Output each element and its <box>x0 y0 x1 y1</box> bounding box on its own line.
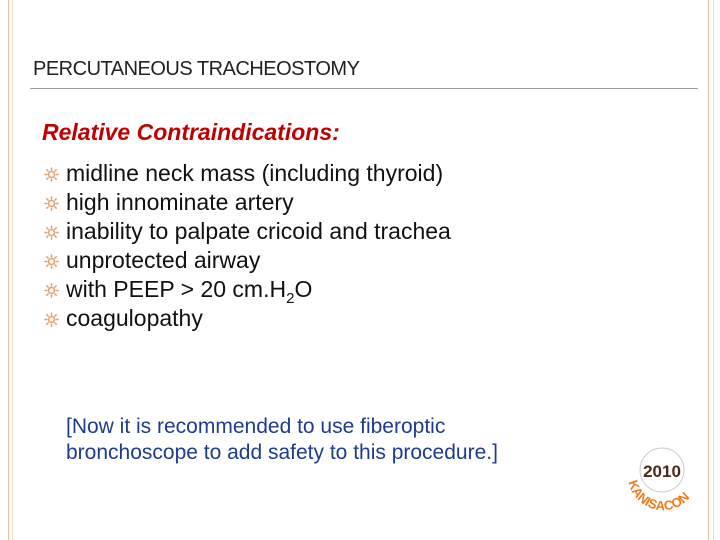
badge-year: 2010 <box>643 462 681 481</box>
list-item-text: coagulopathy <box>66 305 203 331</box>
list-item-peep <box>44 275 451 307</box>
list-item <box>44 304 451 333</box>
peep-prefix: with PEEP > 20 cm.H <box>66 276 287 302</box>
note-line-2: bronchoscope to add safety to this procedure.] <box>66 441 498 464</box>
list-item-text: midline neck mass (including thyroid) <box>66 160 444 186</box>
left-border-line-inner <box>12 0 13 540</box>
right-border-line <box>708 0 709 540</box>
sun-bullet-icon <box>44 167 59 182</box>
slide-title: PERCUTANEOUS TRACHEOSTOMY <box>33 58 360 80</box>
sun-bullet-icon <box>44 225 59 240</box>
kanisacon-2010-logo <box>620 440 704 516</box>
sun-bullet-icon <box>44 283 59 298</box>
list-item <box>44 159 451 188</box>
title-divider <box>30 88 698 89</box>
badge-name: KANISACON <box>625 478 693 514</box>
section-heading: Relative Contraindications: <box>42 119 340 145</box>
contraindication-list <box>44 159 451 333</box>
list-item-text: unprotected airway <box>66 247 261 273</box>
sun-bullet-icon <box>44 196 59 211</box>
list-item-text: inability to palpate cricoid and trachea <box>66 218 451 244</box>
list-item <box>44 246 451 275</box>
note-line-1: [Now it is recommended to use fiberoptic <box>66 415 446 438</box>
list-item <box>44 188 451 217</box>
list-item <box>44 217 451 246</box>
recommendation-note <box>66 414 626 466</box>
right-border-line-inner <box>713 0 714 540</box>
left-border-line <box>8 0 9 540</box>
sun-bullet-icon <box>44 312 59 327</box>
sun-bullet-icon <box>44 254 59 269</box>
peep-subscript: 2 <box>286 290 295 307</box>
list-item-text: high innominate artery <box>66 189 294 215</box>
peep-suffix: O <box>294 276 313 302</box>
